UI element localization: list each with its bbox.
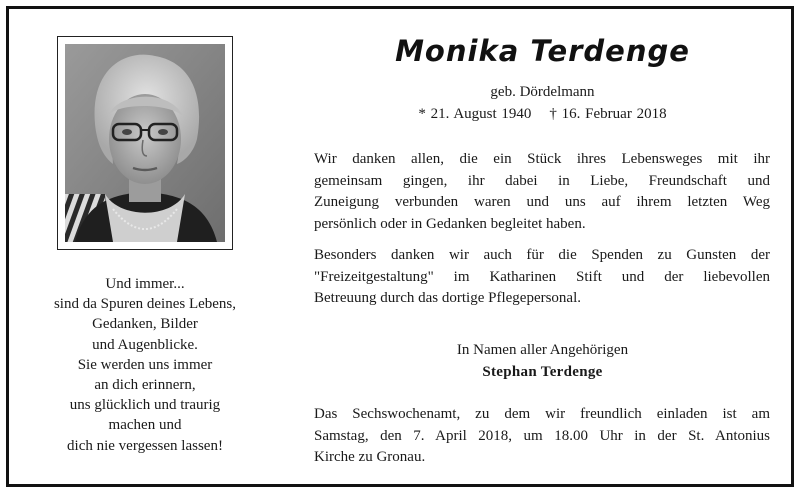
poem-line: Sie werden uns immer	[77, 356, 213, 373]
poem-line: machen und	[108, 417, 182, 434]
poem-line: uns glücklich und traurig	[69, 397, 221, 414]
paragraph-line: gemeinsam gingen, ihr dabei in Liebe, Freundschaft und	[314, 172, 770, 189]
poem-line: Und immer...	[105, 276, 185, 292]
birth-date: * 21. August 1940	[418, 106, 532, 122]
paragraph-line: "Freizeitgestaltung" im Katharinen Stift und der liebevollen	[314, 268, 770, 285]
paragraph-line: Wir danken allen, die ein Stück ihres Lebensweges mit ihr	[314, 151, 770, 167]
paragraph-line: persönlich oder in Gedanken begleitet haben.	[314, 215, 586, 232]
death-date: † 16. Februar 2018	[549, 106, 667, 122]
paragraph-line: Zuneigung verbunden waren und uns auf ihrem letzten Weg	[314, 194, 770, 210]
donations-paragraph	[314, 245, 770, 310]
paragraph-line: Kirche zu Gronau.	[314, 449, 426, 465]
paragraph-line: Betreuung durch das dortige Pflegepersonal.	[314, 290, 582, 306]
thanks-paragraph	[314, 149, 770, 235]
maiden-name: geb. Dördelmann	[490, 84, 595, 100]
paragraph-line: Besonders danken wir auch für die Spenden zu Gunsten der	[314, 247, 770, 263]
paragraph-line: Das Sechswochenamt, zu dem wir freundlich einladen ist am	[314, 406, 770, 422]
mass-invitation-paragraph	[314, 404, 770, 469]
poem-line: und Augenblicke.	[92, 336, 198, 353]
portrait-photo-frame	[57, 36, 233, 250]
portrait-photo	[65, 44, 225, 242]
poem-line: an dich erinnern,	[94, 377, 196, 394]
poem	[30, 274, 260, 456]
paragraph-line: Samstag, den 7. April 2018, um 18.00 Uhr in der St. Antonius	[314, 427, 770, 444]
life-dates	[315, 106, 770, 123]
on-behalf-line: In Namen aller Angehörigen	[456, 342, 629, 358]
poem-line: Gedanken, Bilder	[92, 316, 198, 333]
deceased-name: Monika Terdenge	[395, 34, 690, 68]
signer-name: Stephan Terdenge	[482, 364, 603, 380]
poem-line: dich nie vergessen lassen!	[67, 437, 223, 454]
poem-line: sind da Spuren deines Lebens,	[53, 296, 237, 313]
